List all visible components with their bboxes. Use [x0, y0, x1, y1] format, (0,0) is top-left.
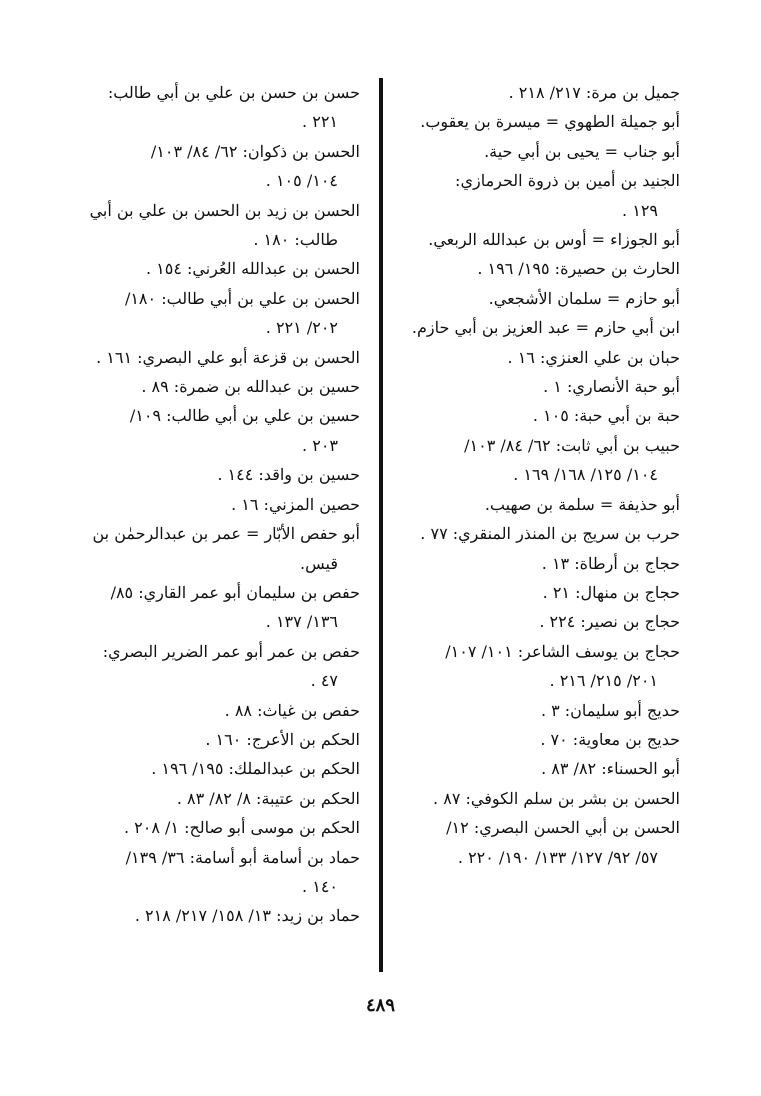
- index-entry-text: حفص بن سليمان أبو عمر القاري: ٨٥/: [110, 582, 360, 602]
- index-entry: [70, 78, 360, 137]
- index-entry-text: حفص بن عمر أبو عمر الضرير البصري:: [102, 641, 360, 661]
- index-entry: [70, 372, 360, 401]
- index-entry-text: الحكم بن عتيبة: ٨/ ٨٢/ ٨٣ .: [176, 788, 360, 808]
- index-entry-text: الحسن بن أبي الحسن البصري: ١٢/: [446, 818, 680, 838]
- index-entry: [390, 784, 680, 813]
- index-entry-text: حجاج بن أرطاة: ١٣ .: [541, 553, 680, 573]
- index-entry: [70, 784, 360, 813]
- index-entry-continuation: ٢٠١/ ٢١٥/ ٢١٦ .: [549, 671, 658, 691]
- index-entry-text: أبو جميلة الطهوي = ميسرة بن يعقوب.: [420, 112, 680, 132]
- index-entry-text: أبو حبة الأنصاري: ١ .: [543, 377, 680, 397]
- index-entry: [390, 166, 680, 225]
- index-entry: [70, 901, 360, 930]
- index-entry: [70, 196, 360, 255]
- index-entry-continuation: ٥٧/ ٩٢/ ١٢٧/ ١٣٣/ ١٩٠/ ٢٢٠ .: [457, 847, 658, 867]
- index-entry: [70, 137, 360, 196]
- index-entry-text: حرب بن سريج بن المنذر المنقري: ٧٧ .: [420, 524, 680, 544]
- index-entry-text: الجنيد بن أمين بن ذروة الحرمازي:: [455, 171, 680, 191]
- index-entry: [390, 254, 680, 283]
- index-entry-text: حجاج بن منهال: ٢١ .: [542, 582, 680, 602]
- index-entry-text: أبو الجوزاء = أوس بن عبدالله الربعي.: [428, 230, 680, 250]
- index-entry-text: الحسن بن زيد بن الحسن بن علي بن أبي: [89, 200, 360, 220]
- index-entry: [70, 490, 360, 519]
- index-entry-text: حصين المزني: ١٦ .: [231, 494, 360, 514]
- index-entry-text: حجاج بن يوسف الشاعر: ١٠١/ ١٠٧/: [445, 641, 680, 661]
- index-entry: [70, 813, 360, 842]
- index-entry: [70, 725, 360, 754]
- index-entry-text: ابن أبي حازم = عبد العزيز بن أبي حازم.: [411, 318, 680, 338]
- index-entry-text: حديج أبو سليمان: ٣ .: [540, 700, 680, 720]
- index-entry-text: الحارث بن حصيرة: ١٩٥/ ١٩٦ .: [477, 259, 680, 279]
- index-entry: [390, 637, 680, 696]
- index-entry-text: أبو حازم = سلمان الأشجعي.: [488, 288, 680, 308]
- index-entry-text: الحسن بن علي بن أبي طالب: ١٨٠/: [124, 288, 360, 308]
- index-entry-text: الحسن بن بشر بن سلم الكوفي: ٨٧ .: [433, 788, 680, 808]
- index-entry-text: حبيب بن أبي ثابت: ٦٢/ ٨٤/ ١٠٣/: [464, 435, 680, 455]
- index-entry: [390, 754, 680, 783]
- index-entry-continuation: ٤٧ .: [310, 671, 338, 691]
- index-entry: [70, 284, 360, 343]
- index-entry-continuation: ٢٠٢/ ٢٢١ .: [265, 318, 338, 338]
- index-entry-text: أبو جناب = يحيى بن أبي حية.: [484, 141, 680, 161]
- index-entry: [70, 754, 360, 783]
- index-entry: [390, 313, 680, 342]
- index-entry-text: حفص بن غياث: ٨٨ .: [224, 700, 360, 720]
- index-entry-text: حسن بن حسن بن علي بن أبي طالب:: [107, 83, 360, 102]
- index-entry-text: حبان بن علي العنزي: ١٦ .: [507, 347, 680, 367]
- index-entry-text: حديج بن معاوية: ٧٠ .: [540, 729, 680, 749]
- index-entry-continuation: ١٠٤/ ١٢٥/ ١٦٨/ ١٦٩ .: [513, 465, 658, 485]
- index-entry-continuation: ١٠٤/ ١٠٥ .: [265, 171, 338, 191]
- index-entry-text: أبو الحسناء: ٨٢/ ٨٣ .: [541, 759, 680, 779]
- index-entry-text: أبو حذيفة = سلمة بن صهيب.: [484, 494, 680, 514]
- index-entry: [70, 637, 360, 696]
- index-entry: [390, 137, 680, 166]
- index-entry: [390, 401, 680, 430]
- index-entry: [70, 401, 360, 460]
- index-entry-text: الحكم بن الأعرج: ١٦٠ .: [205, 729, 360, 749]
- index-entry: [390, 431, 680, 490]
- index-column-left: [70, 78, 360, 931]
- index-entry-text: الحكم بن موسى أبو صالح: ١/ ٢٠٨ .: [123, 818, 360, 838]
- index-entry-text: حماد بن أسامة أبو أسامة: ٣٦/ ١٣٩/: [125, 847, 360, 867]
- index-entry-text: حجاج بن نصير: ٢٢٤ .: [539, 612, 680, 632]
- index-entry-text: حبة بن أبي حبة: ١٠٥ .: [532, 406, 680, 426]
- index-entry: [390, 343, 680, 372]
- page-number: ٤٨٩: [365, 995, 395, 1016]
- index-column-right: [390, 78, 680, 872]
- index-entry-text: جميل بن مرة: ٢١٧/ ٢١٨ .: [508, 83, 680, 102]
- index-entry: [390, 490, 680, 519]
- index-entry: [70, 696, 360, 725]
- index-entry: [390, 813, 680, 872]
- index-entry-text: الحسن بن عبدالله العُرني: ١٥٤ .: [145, 259, 360, 279]
- index-entry-text: حسين بن واقد: ١٤٤ .: [217, 465, 360, 485]
- index-entry: [390, 725, 680, 754]
- index-entry-text: حسين بن علي بن أبي طالب: ١٠٩/: [129, 406, 360, 426]
- index-entry-text: الحكم بن عبدالملك: ١٩٥/ ١٩٦ .: [151, 759, 360, 779]
- index-entry: [70, 519, 360, 578]
- index-entry-continuation: قيس.: [300, 553, 338, 573]
- index-entry-text: الحسن بن ذكوان: ٦٢/ ٨٤/ ١٠٣/: [150, 141, 360, 161]
- column-divider: [379, 78, 383, 972]
- index-entry-text: حسين بن عبدالله بن ضمرة: ٨٩ .: [141, 377, 360, 397]
- index-entry-continuation: ١٣٦/ ١٣٧ .: [265, 612, 338, 632]
- index-entry-continuation: طالب: ١٨٠ .: [253, 230, 338, 250]
- index-entry: [390, 607, 680, 636]
- index-entry: [390, 372, 680, 401]
- index-entry: [390, 696, 680, 725]
- index-entry: [390, 549, 680, 578]
- index-entry: [390, 578, 680, 607]
- index-entry: [70, 460, 360, 489]
- index-entry-text: الحسن بن قزعة أبو علي البصري: ١٦١ .: [96, 347, 360, 367]
- index-entry-text: أبو حفص الأبّار = عمر بن عبدالرحمٰن بن: [92, 524, 360, 544]
- index-entry-text: حماد بن زيد: ١٣/ ١٥٨/ ٢١٧/ ٢١٨ .: [134, 906, 360, 926]
- index-entry: [390, 519, 680, 548]
- index-entry: [390, 284, 680, 313]
- index-entry: [70, 578, 360, 637]
- index-entry: [390, 225, 680, 254]
- index-entry: [390, 107, 680, 136]
- index-entry-continuation: ٢٢١ .: [302, 112, 338, 132]
- index-entry-continuation: ١٤٠ .: [302, 876, 338, 896]
- index-entry-continuation: ٢٠٣ .: [302, 435, 338, 455]
- index-entry: [390, 78, 680, 107]
- index-entry: [70, 254, 360, 283]
- index-entry-continuation: ١٢٩ .: [622, 200, 658, 220]
- index-entry: [70, 843, 360, 902]
- index-entry: [70, 343, 360, 372]
